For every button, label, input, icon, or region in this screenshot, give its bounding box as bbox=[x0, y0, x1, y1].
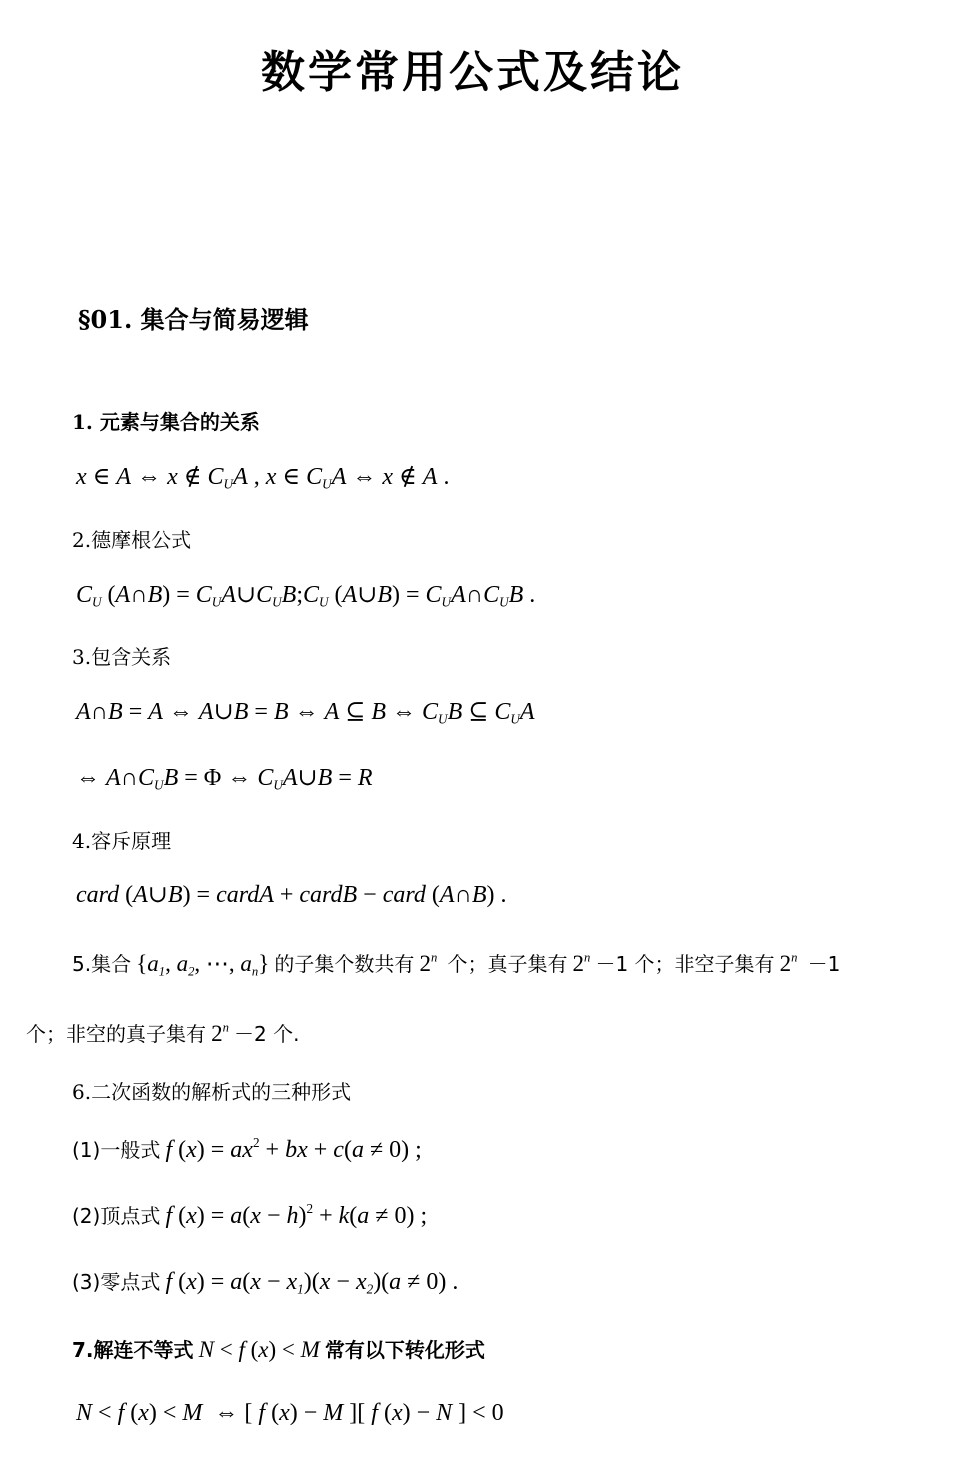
formula-2: $C_U$ (A∩B) = $C_UA\cup C_UB;C_U$ (A∪B) = $C_UA\cap C_UB$ . bbox=[76, 582, 536, 610]
item-5-power-1: 2$^n$ bbox=[419, 950, 438, 976]
item-5-set: {$a_1$, $a_2$, ⋯, $a_n$} bbox=[136, 951, 270, 979]
item-7-text-b: 常有以下转化形式 bbox=[324, 1338, 485, 1362]
item-6-heading: 6.二次函数的解析式的三种形式 bbox=[72, 1080, 352, 1104]
item-5-text-a: 5.集合 bbox=[72, 952, 132, 976]
item-5-text-g: －2 个. bbox=[234, 1022, 300, 1046]
item-7-heading bbox=[72, 1334, 485, 1363]
formula-1: x ∈ A ⇔ x ∉ $C_UA$ , x ∈ $C_UA$ ⇔ x ∉ A . bbox=[76, 464, 450, 492]
item-5-text-c: 个；真子集有 bbox=[447, 952, 568, 976]
item-5-text-d: －1 个；非空子集有 bbox=[595, 952, 775, 976]
formula-3a: A∩B = A ⇔ A∪B = B ⇔ A ⊆ B ⇔ $C_UB$ ⊆ $C_UA$ bbox=[76, 699, 535, 727]
item-2-heading: 2.德摩根公式 bbox=[72, 528, 192, 552]
item-5-text-f: 个；非空的真子集有 bbox=[26, 1022, 206, 1046]
item-5-power-4: 2$^n$ bbox=[211, 1020, 229, 1046]
formula-4: card (A∪B) = cardA + cardB − card (A∩B) . bbox=[76, 882, 507, 908]
item-7-inequality: N < f (x) < M bbox=[198, 1337, 320, 1362]
formula-7: N < f (x) < M ⇔ [ f (x) − M ][ f (x) − N ] < 0 bbox=[76, 1400, 504, 1426]
formula-3b: ⇔ $A\cap C_UB = \Phi$ ⇔ $C_UA\cup B = R$ bbox=[76, 765, 373, 793]
item-4-heading: 4.容斥原理 bbox=[72, 829, 172, 853]
item-5-text-b: 的子集个数共有 bbox=[274, 952, 415, 976]
item-3-heading: 3.包含关系 bbox=[72, 645, 172, 669]
item-1-heading: 1. 元素与集合的关系 bbox=[72, 410, 260, 434]
formula-6-1-label: (1)一般式 bbox=[72, 1138, 161, 1162]
item-7-text-a: 7.解连不等式 bbox=[72, 1338, 194, 1362]
formula-6-1: (1)一般式 f $(x) = ax^2$ + bx + c(a ≠ 0) ; bbox=[72, 1135, 422, 1163]
item-5-power-2: 2$^n$ bbox=[572, 950, 591, 976]
item-5-line-2 bbox=[26, 1018, 299, 1047]
formula-6-3: (3)零点式 f $(x) = a(x - x_1)(x - x_2)(a \ne 0)$ . bbox=[72, 1269, 459, 1297]
page-title: 数学常用公式及结论 bbox=[261, 47, 684, 98]
item-5-power-3: 2$^n$ bbox=[779, 950, 798, 976]
section-heading: §01. 集合与简易逻辑 bbox=[78, 305, 309, 334]
formula-6-2-label: (2)顶点式 bbox=[72, 1204, 161, 1228]
formula-6-2: (2)顶点式 f $(x) = a(x - h)^2 + k(a \ne 0)$ ; bbox=[72, 1201, 428, 1229]
item-5-line-1 bbox=[72, 948, 840, 979]
formula-6-3-label: (3)零点式 bbox=[72, 1270, 161, 1294]
item-5-text-e: －1 bbox=[807, 952, 841, 976]
